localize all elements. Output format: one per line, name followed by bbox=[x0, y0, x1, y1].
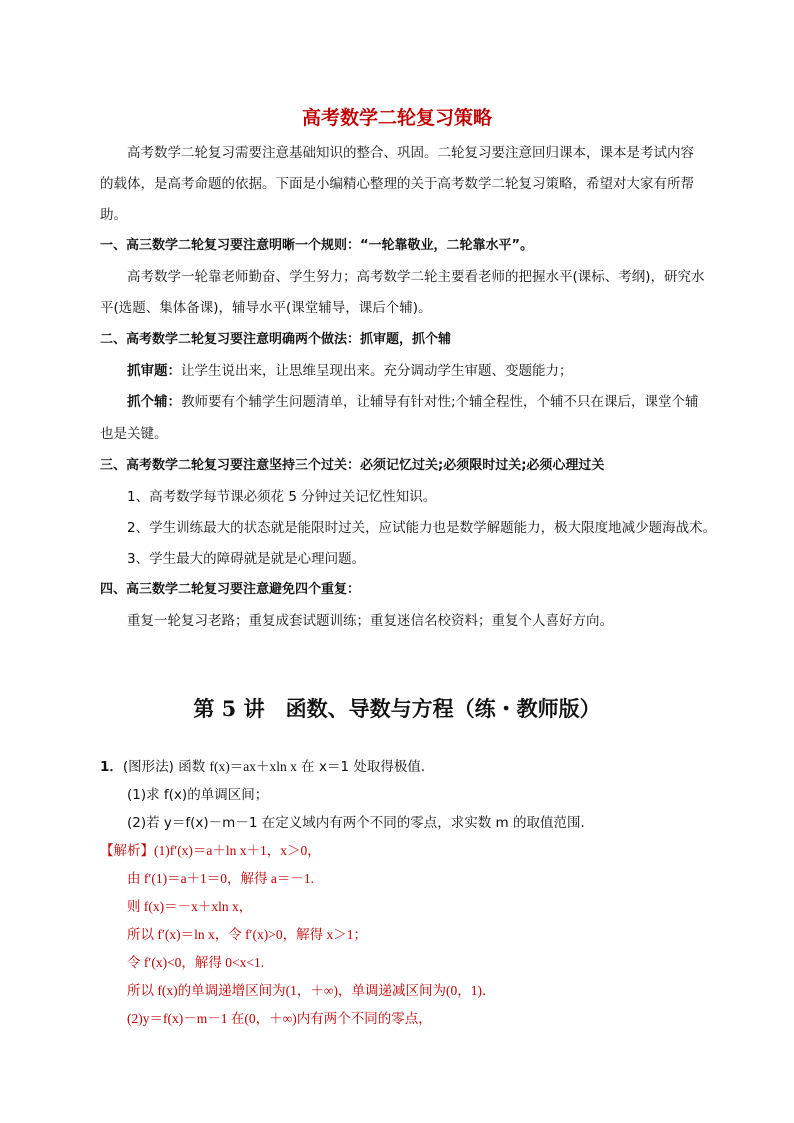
section-2-item-2-label: 抓个辅： bbox=[127, 394, 181, 410]
section-2-item-1-label: 抓审题： bbox=[127, 363, 181, 379]
section-4-heading: 四、高三数学二轮复习要注意避免四个重复： bbox=[100, 582, 361, 597]
solution-step-7: (2)y＝f(x)－m－1 在(0，＋∞)内有两个不同的零点， bbox=[127, 1011, 432, 1026]
solution-step-5: 令 f′(x)<0，解得 0<x<1. bbox=[127, 955, 265, 970]
solution-step-6: 所以 f(x)的单调递增区间为(1，＋∞)，单调递减区间为(0，1)． bbox=[127, 983, 496, 998]
document-title: 高考数学二轮复习策略 bbox=[301, 107, 492, 129]
section-3-item-1: 1、高考数学每节课必须花 5 分钟过关记忆性知识。 bbox=[127, 489, 437, 505]
problem-stem-rest: 在 x＝1 处取得极值． bbox=[296, 759, 435, 775]
problem-function: f(x)＝ax＋xln x bbox=[209, 759, 297, 774]
lecture-title: 第 5 讲 函数、导数与方程（练・教师版） bbox=[193, 696, 601, 721]
section-3-item-2: 2、学生训练最大的状态就是能限时过关，应试能力也是数学解题能力，极大限度地减少题海战术。 bbox=[127, 520, 717, 536]
problem-question-1: (1)求 f(x)的单调区间； bbox=[127, 787, 269, 803]
section-1-heading: 一、高三数学二轮复习要注意明晰一个规则：“一轮靠敬业，二轮靠水平”。 bbox=[100, 238, 534, 253]
solution-step-3: 则 f(x)＝－x＋xln x， bbox=[127, 899, 253, 914]
section-2-item-2-text: 教师要有个辅学生问题清单，让辅导有针对性;个辅全程性，个辅不只在课后，课堂个辅 bbox=[181, 394, 699, 410]
solution-step-2: 由 f′(1)＝a＋1＝0，解得 a＝－1. bbox=[127, 871, 315, 886]
section-2-item-1 bbox=[127, 362, 573, 380]
section-2-item-2-cont: 也是关键。 bbox=[100, 426, 168, 442]
solution-tag: 【解析】 bbox=[100, 843, 154, 859]
intro-line-3: 助。 bbox=[100, 207, 127, 223]
problem-number: 1． bbox=[100, 759, 123, 775]
solution-line-1 bbox=[100, 842, 321, 860]
intro-line-2: 的载体，是高考命题的依据。下面是小编精心整理的关于高考数学二轮复习策略，希望对大家有所帮 bbox=[100, 176, 694, 192]
section-1-line-2: 平(选题、集体备课)，辅导水平(课堂辅导，课后个辅)。 bbox=[100, 300, 432, 316]
intro-line-1: 高考数学二轮复习需要注意基础知识的整合、巩固。二轮复习要注意回归课本，课本是考试内容 bbox=[127, 145, 694, 161]
section-3-heading: 三、高考数学二轮复习要注意坚持三个过关：必须记忆过关;必须限时过关;必须心理过关 bbox=[100, 458, 605, 473]
section-4-body: 重复一轮复习老路；重复成套试题训练；重复迷信名校资料；重复个人喜好方向。 bbox=[127, 613, 613, 629]
section-2-heading: 二、高考数学二轮复习要注意明确两个做法：抓审题，抓个辅 bbox=[100, 332, 452, 347]
section-2-item-2 bbox=[127, 393, 699, 411]
section-1-line-1: 高考数学一轮靠老师勤奋、学生努力；高考数学二轮主要看老师的把握水平(课标、考纲)，研究水 bbox=[127, 269, 705, 285]
solution-step-4: 所以 f′(x)＝ln x，令 f′(x)>0，解得 x＞1； bbox=[127, 927, 367, 942]
problem-question-2: (2)若 y＝f(x)－m－1 在定义域内有两个不同的零点，求实数 m 的取值范围． bbox=[127, 815, 594, 831]
section-2-item-1-text: 让学生说出来，让思维呈现出来。充分调动学生审题、变题能力； bbox=[181, 363, 573, 379]
section-3-item-3: 3、学生最大的障碍就是就是心理问题。 bbox=[127, 551, 366, 567]
problem-stem bbox=[100, 758, 434, 776]
problem-tag: (图形法) 函数 bbox=[122, 759, 210, 775]
solution-step-1: (1)f′(x)＝a＋ln x＋1，x＞0， bbox=[154, 843, 321, 858]
